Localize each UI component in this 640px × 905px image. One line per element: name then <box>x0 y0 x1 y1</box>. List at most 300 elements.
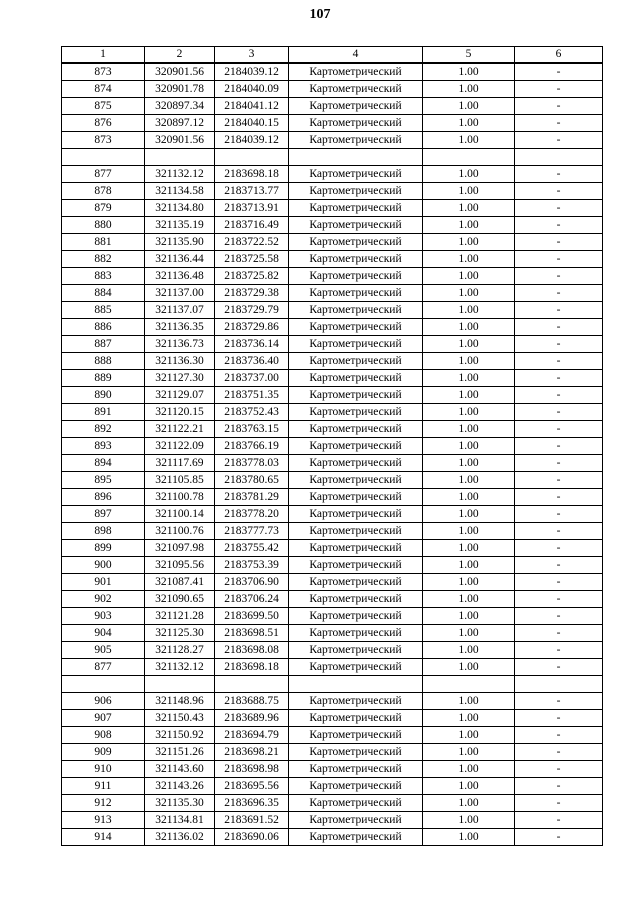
x-coordinate-cell: 321137.07 <box>145 302 215 319</box>
accuracy-cell: 1.00 <box>423 795 515 812</box>
x-coordinate-cell: 321127.30 <box>145 370 215 387</box>
accuracy-cell: 1.00 <box>423 506 515 523</box>
accuracy-cell: 1.00 <box>423 200 515 217</box>
table-row <box>62 234 603 251</box>
description-cell <box>515 149 603 166</box>
y-coordinate-cell: 2183698.51 <box>215 625 289 642</box>
table-header <box>62 47 603 64</box>
table-row <box>62 523 603 540</box>
x-coordinate-cell: 321120.15 <box>145 404 215 421</box>
x-coordinate-cell: 321135.30 <box>145 795 215 812</box>
point-number-cell: 907 <box>62 710 145 727</box>
y-coordinate-cell: 2184039.12 <box>215 132 289 149</box>
x-coordinate-cell: 321136.02 <box>145 829 215 846</box>
x-coordinate-cell: 321087.41 <box>145 574 215 591</box>
accuracy-cell: 1.00 <box>423 710 515 727</box>
header-col-6: 6 <box>515 47 603 64</box>
table-row <box>62 829 603 846</box>
method-cell: Картометрический <box>289 98 423 115</box>
x-coordinate-cell: 320901.56 <box>145 132 215 149</box>
accuracy-cell: 1.00 <box>423 115 515 132</box>
y-coordinate-cell: 2183729.86 <box>215 319 289 336</box>
method-cell: Картометрический <box>289 217 423 234</box>
accuracy-cell: 1.00 <box>423 812 515 829</box>
y-coordinate-cell: 2183729.38 <box>215 285 289 302</box>
accuracy-cell: 1.00 <box>423 285 515 302</box>
x-coordinate-cell: 321136.30 <box>145 353 215 370</box>
method-cell: Картометрический <box>289 115 423 132</box>
y-coordinate-cell: 2184041.12 <box>215 98 289 115</box>
description-cell: - <box>515 251 603 268</box>
method-cell: Картометрический <box>289 625 423 642</box>
point-number-cell: 899 <box>62 540 145 557</box>
point-number-cell: 895 <box>62 472 145 489</box>
table-row <box>62 353 603 370</box>
method-cell: Картометрический <box>289 761 423 778</box>
point-number-cell: 884 <box>62 285 145 302</box>
y-coordinate-cell: 2183699.50 <box>215 608 289 625</box>
header-row <box>62 47 603 64</box>
point-number-cell: 878 <box>62 183 145 200</box>
accuracy-cell: 1.00 <box>423 642 515 659</box>
point-number-cell: 886 <box>62 319 145 336</box>
table-row <box>62 489 603 506</box>
table-row <box>62 744 603 761</box>
method-cell: Картометрический <box>289 404 423 421</box>
accuracy-cell: 1.00 <box>423 387 515 404</box>
point-number-cell: 883 <box>62 268 145 285</box>
x-coordinate-cell: 321121.28 <box>145 608 215 625</box>
x-coordinate-cell: 321132.12 <box>145 659 215 676</box>
y-coordinate-cell: 2183706.24 <box>215 591 289 608</box>
description-cell: - <box>515 812 603 829</box>
table-row <box>62 370 603 387</box>
accuracy-cell: 1.00 <box>423 421 515 438</box>
x-coordinate-cell: 321136.35 <box>145 319 215 336</box>
description-cell: - <box>515 370 603 387</box>
description-cell: - <box>515 625 603 642</box>
accuracy-cell: 1.00 <box>423 268 515 285</box>
x-coordinate-cell: 321125.30 <box>145 625 215 642</box>
point-number-cell: 877 <box>62 166 145 183</box>
method-cell: Картометрический <box>289 557 423 574</box>
x-coordinate-cell: 321134.81 <box>145 812 215 829</box>
y-coordinate-cell <box>215 149 289 166</box>
x-coordinate-cell: 321135.19 <box>145 217 215 234</box>
accuracy-cell: 1.00 <box>423 217 515 234</box>
table-row <box>62 642 603 659</box>
method-cell: Картометрический <box>289 506 423 523</box>
y-coordinate-cell: 2183725.58 <box>215 251 289 268</box>
table-row <box>62 540 603 557</box>
table-row <box>62 404 603 421</box>
accuracy-cell: 1.00 <box>423 693 515 710</box>
point-number-cell: 910 <box>62 761 145 778</box>
description-cell: - <box>515 455 603 472</box>
point-number-cell: 891 <box>62 404 145 421</box>
description-cell: - <box>515 234 603 251</box>
x-coordinate-cell: 321136.73 <box>145 336 215 353</box>
table-row <box>62 285 603 302</box>
page-number: 107 <box>309 7 331 22</box>
y-coordinate-cell: 2183766.19 <box>215 438 289 455</box>
table-row <box>62 251 603 268</box>
y-coordinate-cell: 2183763.15 <box>215 421 289 438</box>
method-cell: Картометрический <box>289 336 423 353</box>
x-coordinate-cell: 321134.80 <box>145 200 215 217</box>
table-row <box>62 727 603 744</box>
header-col-3: 3 <box>215 47 289 64</box>
description-cell: - <box>515 336 603 353</box>
separator-row <box>62 149 603 166</box>
description-cell: - <box>515 319 603 336</box>
y-coordinate-cell: 2183780.65 <box>215 472 289 489</box>
table-row <box>62 302 603 319</box>
accuracy-cell: 1.00 <box>423 574 515 591</box>
point-number-cell: 901 <box>62 574 145 591</box>
separator-row <box>62 676 603 693</box>
method-cell <box>289 149 423 166</box>
header-col-4: 4 <box>289 47 423 64</box>
description-cell: - <box>515 795 603 812</box>
method-cell: Картометрический <box>289 132 423 149</box>
method-cell: Картометрический <box>289 812 423 829</box>
accuracy-cell: 1.00 <box>423 336 515 353</box>
point-number-cell <box>62 149 145 166</box>
table-body <box>62 63 603 846</box>
table-row <box>62 132 603 149</box>
y-coordinate-cell <box>215 676 289 693</box>
method-cell: Картометрический <box>289 251 423 268</box>
table-row <box>62 217 603 234</box>
point-number-cell: 887 <box>62 336 145 353</box>
description-cell: - <box>515 404 603 421</box>
y-coordinate-cell: 2183722.52 <box>215 234 289 251</box>
point-number-cell: 893 <box>62 438 145 455</box>
point-number-cell: 897 <box>62 506 145 523</box>
point-number-cell: 882 <box>62 251 145 268</box>
x-coordinate-cell: 321117.69 <box>145 455 215 472</box>
description-cell: - <box>515 506 603 523</box>
point-number-cell: 879 <box>62 200 145 217</box>
description-cell: - <box>515 574 603 591</box>
accuracy-cell: 1.00 <box>423 540 515 557</box>
x-coordinate-cell: 320901.56 <box>145 63 215 81</box>
y-coordinate-cell: 2183781.29 <box>215 489 289 506</box>
x-coordinate-cell: 321095.56 <box>145 557 215 574</box>
y-coordinate-cell: 2183777.73 <box>215 523 289 540</box>
point-number-cell: 888 <box>62 353 145 370</box>
method-cell: Картометрический <box>289 200 423 217</box>
accuracy-cell: 1.00 <box>423 523 515 540</box>
point-number-cell: 908 <box>62 727 145 744</box>
description-cell: - <box>515 778 603 795</box>
point-number-cell: 874 <box>62 81 145 98</box>
method-cell: Картометрический <box>289 574 423 591</box>
accuracy-cell: 1.00 <box>423 557 515 574</box>
accuracy-cell: 1.00 <box>423 132 515 149</box>
y-coordinate-cell: 2183713.91 <box>215 200 289 217</box>
method-cell: Картометрический <box>289 489 423 506</box>
method-cell: Картометрический <box>289 81 423 98</box>
accuracy-cell: 1.00 <box>423 98 515 115</box>
description-cell <box>515 676 603 693</box>
description-cell: - <box>515 727 603 744</box>
description-cell: - <box>515 285 603 302</box>
accuracy-cell: 1.00 <box>423 370 515 387</box>
point-number-cell: 914 <box>62 829 145 846</box>
method-cell: Картометрический <box>289 319 423 336</box>
y-coordinate-cell: 2183736.40 <box>215 353 289 370</box>
point-number-cell: 912 <box>62 795 145 812</box>
y-coordinate-cell: 2183698.18 <box>215 166 289 183</box>
y-coordinate-cell: 2183778.03 <box>215 455 289 472</box>
x-coordinate-cell: 321143.26 <box>145 778 215 795</box>
x-coordinate-cell: 321143.60 <box>145 761 215 778</box>
table-row <box>62 506 603 523</box>
y-coordinate-cell: 2183691.52 <box>215 812 289 829</box>
x-coordinate-cell: 321090.65 <box>145 591 215 608</box>
y-coordinate-cell: 2183778.20 <box>215 506 289 523</box>
table-row <box>62 710 603 727</box>
description-cell: - <box>515 659 603 676</box>
table-row <box>62 438 603 455</box>
description-cell: - <box>515 591 603 608</box>
x-coordinate-cell: 320901.78 <box>145 81 215 98</box>
x-coordinate-cell <box>145 149 215 166</box>
point-number-cell: 873 <box>62 132 145 149</box>
accuracy-cell: 1.00 <box>423 438 515 455</box>
description-cell: - <box>515 693 603 710</box>
table-row <box>62 387 603 404</box>
x-coordinate-cell: 321122.09 <box>145 438 215 455</box>
y-coordinate-cell: 2183698.08 <box>215 642 289 659</box>
x-coordinate-cell: 321136.48 <box>145 268 215 285</box>
y-coordinate-cell: 2183695.56 <box>215 778 289 795</box>
description-cell: - <box>515 183 603 200</box>
method-cell: Картометрический <box>289 472 423 489</box>
description-cell: - <box>515 302 603 319</box>
accuracy-cell: 1.00 <box>423 183 515 200</box>
description-cell: - <box>515 98 603 115</box>
x-coordinate-cell: 321132.12 <box>145 166 215 183</box>
accuracy-cell: 1.00 <box>423 353 515 370</box>
table-row <box>62 81 603 98</box>
y-coordinate-cell: 2183729.79 <box>215 302 289 319</box>
y-coordinate-cell: 2183751.35 <box>215 387 289 404</box>
method-cell: Картометрический <box>289 710 423 727</box>
accuracy-cell: 1.00 <box>423 778 515 795</box>
description-cell: - <box>515 829 603 846</box>
accuracy-cell: 1.00 <box>423 63 515 81</box>
method-cell: Картометрический <box>289 63 423 81</box>
method-cell: Картометрический <box>289 523 423 540</box>
header-col-2: 2 <box>145 47 215 64</box>
table-row <box>62 183 603 200</box>
x-coordinate-cell: 321134.58 <box>145 183 215 200</box>
table-row <box>62 625 603 642</box>
method-cell: Картометрический <box>289 608 423 625</box>
description-cell: - <box>515 268 603 285</box>
accuracy-cell: 1.00 <box>423 81 515 98</box>
table-row <box>62 421 603 438</box>
point-number-cell: 889 <box>62 370 145 387</box>
description-cell: - <box>515 608 603 625</box>
method-cell: Картометрический <box>289 727 423 744</box>
table-row <box>62 200 603 217</box>
y-coordinate-cell: 2184040.09 <box>215 81 289 98</box>
table-row <box>62 591 603 608</box>
x-coordinate-cell: 320897.12 <box>145 115 215 132</box>
description-cell: - <box>515 353 603 370</box>
y-coordinate-cell: 2183706.90 <box>215 574 289 591</box>
table-row <box>62 268 603 285</box>
accuracy-cell: 1.00 <box>423 166 515 183</box>
method-cell: Картометрический <box>289 659 423 676</box>
point-number-cell: 875 <box>62 98 145 115</box>
method-cell: Картометрический <box>289 166 423 183</box>
method-cell: Картометрический <box>289 387 423 404</box>
y-coordinate-cell: 2183725.82 <box>215 268 289 285</box>
table-row <box>62 63 603 81</box>
point-number-cell: 894 <box>62 455 145 472</box>
description-cell: - <box>515 166 603 183</box>
description-cell: - <box>515 387 603 404</box>
accuracy-cell <box>423 676 515 693</box>
table-row <box>62 166 603 183</box>
accuracy-cell: 1.00 <box>423 761 515 778</box>
x-coordinate-cell: 320897.34 <box>145 98 215 115</box>
y-coordinate-cell: 2183689.96 <box>215 710 289 727</box>
table-row <box>62 336 603 353</box>
table-row <box>62 98 603 115</box>
description-cell: - <box>515 642 603 659</box>
method-cell: Картометрический <box>289 353 423 370</box>
x-coordinate-cell: 321148.96 <box>145 693 215 710</box>
y-coordinate-cell: 2183755.42 <box>215 540 289 557</box>
method-cell: Картометрический <box>289 302 423 319</box>
y-coordinate-cell: 2183698.21 <box>215 744 289 761</box>
accuracy-cell: 1.00 <box>423 302 515 319</box>
description-cell: - <box>515 710 603 727</box>
point-number-cell: 890 <box>62 387 145 404</box>
accuracy-cell: 1.00 <box>423 404 515 421</box>
method-cell: Картометрический <box>289 795 423 812</box>
point-number-cell: 873 <box>62 63 145 81</box>
accuracy-cell: 1.00 <box>423 319 515 336</box>
table-row <box>62 795 603 812</box>
accuracy-cell: 1.00 <box>423 829 515 846</box>
point-number-cell: 881 <box>62 234 145 251</box>
method-cell: Картометрический <box>289 234 423 251</box>
description-cell: - <box>515 63 603 81</box>
y-coordinate-cell: 2183713.77 <box>215 183 289 200</box>
table-row <box>62 761 603 778</box>
point-number-cell: 885 <box>62 302 145 319</box>
accuracy-cell: 1.00 <box>423 659 515 676</box>
description-cell: - <box>515 540 603 557</box>
x-coordinate-cell: 321135.90 <box>145 234 215 251</box>
table-row <box>62 608 603 625</box>
accuracy-cell: 1.00 <box>423 251 515 268</box>
point-number-cell: 903 <box>62 608 145 625</box>
method-cell: Картометрический <box>289 642 423 659</box>
accuracy-cell: 1.00 <box>423 591 515 608</box>
point-number-cell: 906 <box>62 693 145 710</box>
description-cell: - <box>515 81 603 98</box>
y-coordinate-cell: 2183690.06 <box>215 829 289 846</box>
method-cell: Картометрический <box>289 421 423 438</box>
x-coordinate-cell: 321150.92 <box>145 727 215 744</box>
y-coordinate-cell: 2183737.00 <box>215 370 289 387</box>
description-cell: - <box>515 438 603 455</box>
x-coordinate-cell: 321097.98 <box>145 540 215 557</box>
x-coordinate-cell: 321137.00 <box>145 285 215 302</box>
method-cell: Картометрический <box>289 183 423 200</box>
method-cell: Картометрический <box>289 370 423 387</box>
method-cell: Картометрический <box>289 591 423 608</box>
accuracy-cell: 1.00 <box>423 455 515 472</box>
y-coordinate-cell: 2184040.15 <box>215 115 289 132</box>
method-cell: Картометрический <box>289 455 423 472</box>
description-cell: - <box>515 744 603 761</box>
table-row <box>62 115 603 132</box>
coordinates-table <box>61 46 603 846</box>
accuracy-cell <box>423 149 515 166</box>
accuracy-cell: 1.00 <box>423 472 515 489</box>
header-col-1: 1 <box>62 47 145 64</box>
table-row <box>62 472 603 489</box>
method-cell: Картометрический <box>289 540 423 557</box>
accuracy-cell: 1.00 <box>423 234 515 251</box>
point-number-cell: 880 <box>62 217 145 234</box>
table-row <box>62 574 603 591</box>
y-coordinate-cell: 2183698.18 <box>215 659 289 676</box>
method-cell: Картометрический <box>289 778 423 795</box>
description-cell: - <box>515 557 603 574</box>
y-coordinate-cell: 2183698.98 <box>215 761 289 778</box>
x-coordinate-cell: 321128.27 <box>145 642 215 659</box>
point-number-cell: 913 <box>62 812 145 829</box>
accuracy-cell: 1.00 <box>423 625 515 642</box>
table-row <box>62 812 603 829</box>
point-number-cell: 898 <box>62 523 145 540</box>
description-cell: - <box>515 115 603 132</box>
point-number-cell <box>62 676 145 693</box>
y-coordinate-cell: 2183716.49 <box>215 217 289 234</box>
method-cell: Картометрический <box>289 693 423 710</box>
accuracy-cell: 1.00 <box>423 727 515 744</box>
description-cell: - <box>515 761 603 778</box>
method-cell: Картометрический <box>289 285 423 302</box>
table-row <box>62 455 603 472</box>
description-cell: - <box>515 421 603 438</box>
table-row <box>62 557 603 574</box>
method-cell: Картометрический <box>289 268 423 285</box>
y-coordinate-cell: 2183752.43 <box>215 404 289 421</box>
x-coordinate-cell: 321100.78 <box>145 489 215 506</box>
method-cell: Картометрический <box>289 438 423 455</box>
table-row <box>62 693 603 710</box>
table-row <box>62 778 603 795</box>
accuracy-cell: 1.00 <box>423 744 515 761</box>
point-number-cell: 905 <box>62 642 145 659</box>
header-col-5: 5 <box>423 47 515 64</box>
method-cell <box>289 676 423 693</box>
x-coordinate-cell: 321129.07 <box>145 387 215 404</box>
point-number-cell: 904 <box>62 625 145 642</box>
description-cell: - <box>515 200 603 217</box>
